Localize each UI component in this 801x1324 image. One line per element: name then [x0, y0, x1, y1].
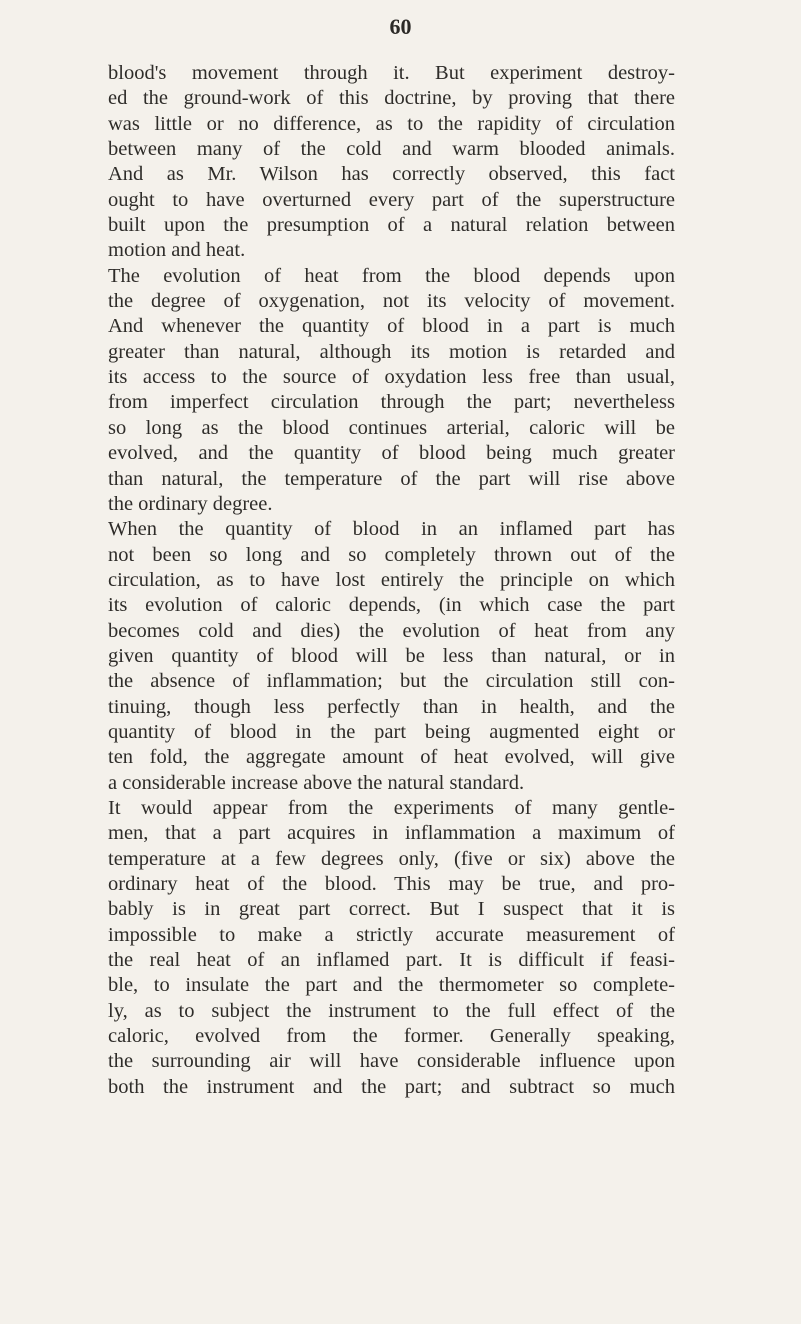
text-line: When the quantity of blood in an inflamed part has	[108, 518, 675, 541]
text-line: And whenever the quantity of blood in a part is much	[108, 315, 675, 338]
text-line: was little or no difference, as to the rapidity of circulation	[108, 112, 675, 135]
text-line: The evolution of heat from the blood depends upon	[108, 264, 675, 287]
text-line: becomes cold and dies) the evolution of heat from any	[108, 619, 675, 642]
text-line: its access to the source of oxydation less free than usual,	[108, 366, 675, 389]
text-line: a considerable increase above the natural standard.	[108, 771, 525, 794]
text-line: blood's movement through it. But experiment destroy-	[108, 62, 675, 84]
text-line: ordinary heat of the blood. This may be true, and pro-	[108, 873, 675, 895]
text-line: evolved, and the quantity of blood being much greater	[108, 442, 675, 465]
page-number: 60	[389, 14, 412, 39]
text-line: ly, as to subject the instrument to the full effect of the	[108, 999, 675, 1022]
text-line: so long as the blood continues arterial, caloric will be	[108, 416, 675, 439]
text-line: the degree of oxygenation, not its velocity of movement.	[108, 290, 675, 313]
text-line: the ordinary degree.	[108, 492, 273, 515]
text-line: than natural, the temperature of the part will rise above	[108, 467, 675, 490]
text-line: motion and heat.	[108, 239, 246, 262]
text-line: the absence of inflammation; but the circulation still con-	[108, 670, 675, 693]
text-line: its evolution of caloric depends, (in which case the part	[108, 594, 675, 617]
text-line: And as Mr. Wilson has correctly observed, this fact	[108, 163, 675, 186]
text-line: impossible to make a strictly accurate measurement of	[108, 923, 675, 946]
text-line: temperature at a few degrees only, (five or six) above the	[108, 847, 675, 870]
text-line: both the instrument and the part; and subtract so much	[108, 1075, 675, 1098]
text-line: ble, to insulate the part and the thermometer so complete-	[108, 974, 675, 997]
text-line: quantity of blood in the part being augmented eight or	[108, 720, 675, 743]
text-line: men, that a part acquires in inflammation a maximum of	[108, 822, 675, 845]
text-line: caloric, evolved from the former. Generally speaking,	[108, 1025, 675, 1048]
body-text	[108, 61, 675, 1100]
text-line: tinuing, though less perfectly than in health, and the	[108, 695, 675, 718]
text-line: ed the ground-work of this doctrine, by proving that there	[108, 87, 675, 110]
text-line: ought to have overturned every part of the superstructure	[108, 188, 675, 211]
text-line: between many of the cold and warm blooded animals.	[108, 138, 675, 161]
text-line: the real heat of an inflamed part. It is difficult if feasi-	[108, 949, 675, 972]
text-line: given quantity of blood will be less than natural, or in	[108, 644, 675, 667]
text-line: from imperfect circulation through the part; nevertheless	[108, 391, 675, 414]
text-line: not been so long and so completely thrown out of the	[108, 543, 675, 566]
text-line: built upon the presumption of a natural relation between	[108, 214, 675, 237]
text-line: bably is in great part correct. But I suspect that it is	[108, 898, 675, 921]
text-line: the surrounding air will have considerable influence upon	[108, 1050, 675, 1073]
text-line: greater than natural, although its motion is retarded and	[108, 340, 675, 363]
text-line: ten fold, the aggregate amount of heat evolved, will give	[108, 746, 675, 769]
text-line: It would appear from the experiments of many gentle-	[108, 796, 675, 819]
text-line: circulation, as to have lost entirely the principle on which	[108, 568, 675, 591]
